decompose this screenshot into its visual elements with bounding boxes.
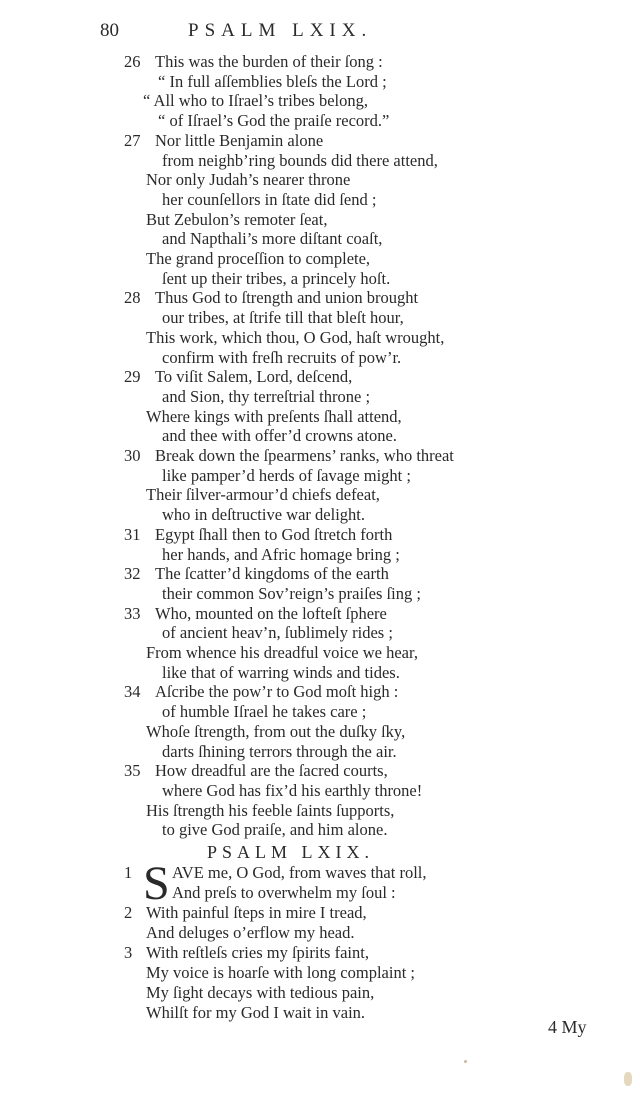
verse-text: like pamper’d herds of ſavage might ; [162,465,411,485]
verse-number: 3 [124,943,133,962]
verse-text: This work, which thou, O God, haſt wrought, [146,327,445,347]
verse-text: Egypt ſhall then to God ſtretch forth [155,524,393,544]
drop-cap: S [143,857,170,910]
verse-text: from neighb’ring bounds did there attend, [162,150,438,170]
page-number: 80 [100,20,119,41]
psalm-text: AVE me, O God, from waves that roll, [172,863,427,882]
verse-text: darts ſhining terrors through the air. [162,741,397,761]
verse-number: 33 [124,603,141,623]
verse-text: and Sion, thy terreſtrial throne ; [162,386,371,406]
verse-text: But Zebulon’s remoter ſeat, [146,209,328,229]
verse-text: of ancient heav’n, ſublimely rides ; [162,623,393,643]
verse-text: Who, mounted on the lofteſt ſphere [155,603,387,623]
verse-text: Aſcribe the pow’r to God moſt high : [155,682,399,702]
verse-text: confirm with freſh recruits of pow’r. [162,347,402,367]
verse-text: her hands, and Afric homage bring ; [162,544,400,564]
verse-text: Whoſe ſtrength, from out the duſky ſky, [146,721,406,741]
paper-speck [464,1060,467,1063]
verse-number: 26 [124,52,141,71]
verse-number: 27 [124,130,141,150]
verse-text: Thus God to ſtrength and union brought [155,288,419,308]
verse-text: our tribes, at ſtrife till that bleſt hour, [162,308,404,328]
verse-text: where God has fix’d his earthly throne! [162,780,423,800]
verse-number: 1 [124,863,133,882]
verse-text: Where kings with preſents ſhall attend, [146,406,402,426]
verse-text: like that of warring winds and tides. [162,662,400,682]
verse-text: From whence his dreadful voice we hear, [146,643,418,662]
psalm-text: And preſs to overwhelm my ſoul : [172,883,396,902]
verse-text: The ſcatter’d kingdoms of the earth [155,564,389,584]
psalm-text: My voice is hoarſe with long complaint ; [146,963,415,982]
psalm-text: And deluges o’erflow my head. [146,923,355,942]
verse-text: and thee with offer’d crowns atone. [162,426,397,446]
verse-number: 28 [124,288,141,308]
verse-text: Nor little Benjamin alone [155,130,324,150]
verse-text: and Napthali’s more diſtant coaſt, [162,229,383,249]
verse-text: who in deſtructive war delight. [162,505,365,525]
verse-text: The grand proceſſion to complete, [146,249,371,268]
psalm-text: With painful ſteps in mire I tread, [146,903,367,922]
verse-text: “ All who to Iſrael’s tribes belong, [143,91,368,111]
verse-text: of humble Iſrael he takes care ; [162,702,367,722]
verse-text: “ of Iſrael’s God the praiſe record.” [158,111,390,131]
verse-text: How dreadful are the ſacred courts, [155,761,388,781]
verse-text: her counſellors in ſtate did ſend ; [162,189,377,209]
psalm-text: With reſtleſs cries my ſpirits faint, [146,943,369,962]
verse-text: This was the burden of their ſong : [155,52,383,71]
verse-text: to give God praiſe, and him alone. [162,820,388,840]
verse-number: 35 [124,761,141,781]
verse-text: ſent up their tribes, a princely hoſt. [162,268,391,288]
running-title: PSALM LXIX. [188,20,373,41]
verse-number: 29 [124,367,141,387]
verse-number: 32 [124,564,141,584]
verse-number: 30 [124,446,141,465]
verse-text: “ In full aſſemblies bleſs the Lord ; [158,71,387,91]
paper-stain [624,1072,632,1086]
page-header [0,20,640,46]
verse-text: To viſit Salem, Lord, deſcend, [155,367,353,387]
psalm-text: My ſight decays with tedious pain, [146,983,375,1002]
verse-text: Their ſilver-armour’d chiefs defeat, [146,485,380,505]
verse-text: Break down the ſpearmens’ ranks, who threat [155,446,454,465]
verse-number: 2 [124,903,133,922]
verse-text: His ſtrength his feeble ſaints ſupports, [146,800,395,820]
verse-text: Nor only Judah’s nearer throne [146,170,351,190]
psalm-title: PSALM LXIX. [207,842,375,862]
verse-text: their common Sov’reign’s praiſes ſing ; [162,583,421,603]
catchword: 4 My [548,1017,587,1037]
psalm-text: Whilſt for my God I wait in vain. [146,1003,366,1022]
verse-number: 31 [124,524,141,544]
verse-number: 34 [124,682,141,702]
